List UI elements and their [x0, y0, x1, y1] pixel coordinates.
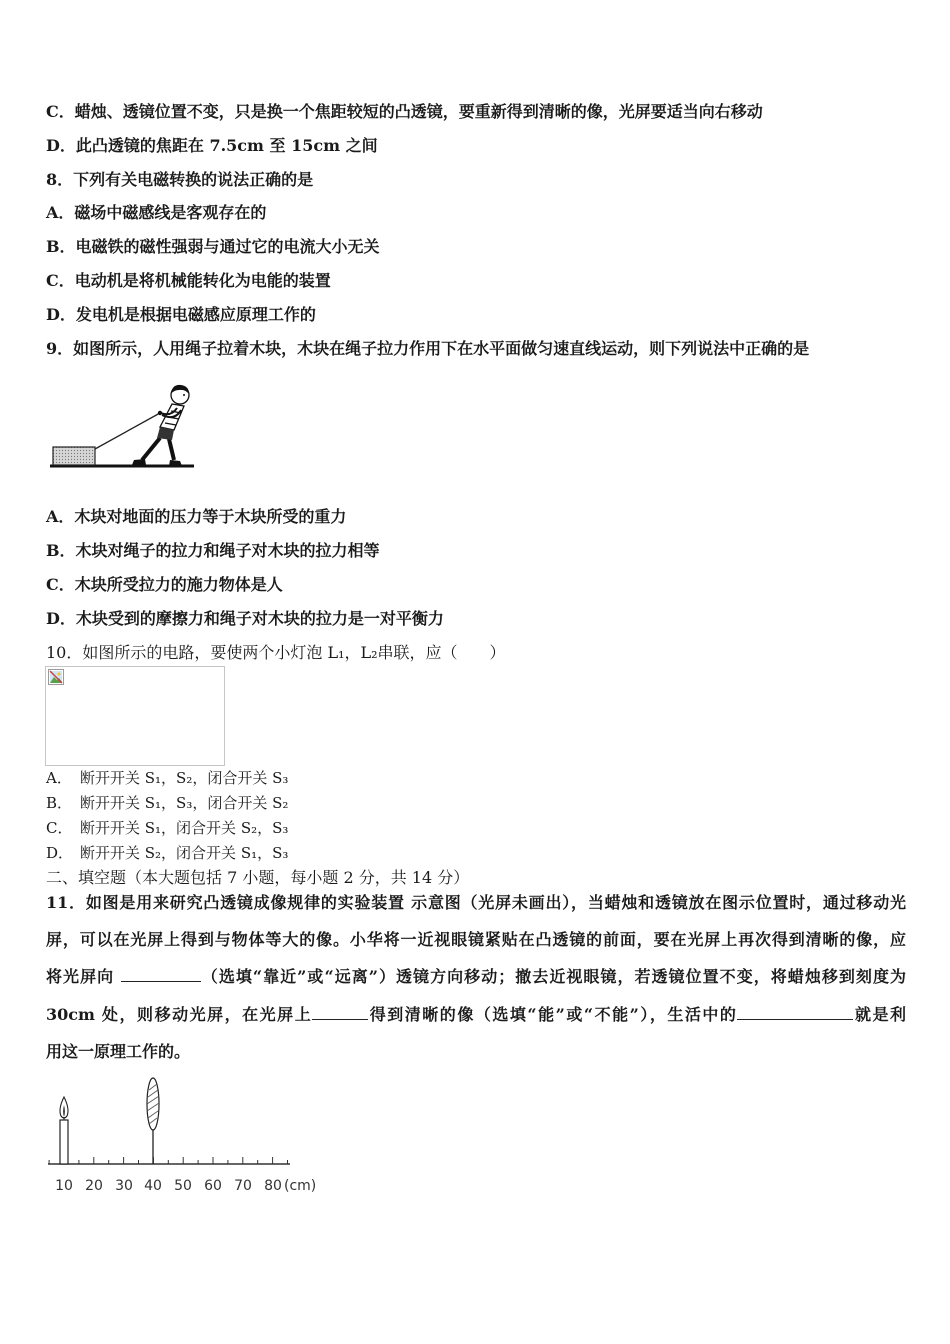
wooden-block: [53, 447, 95, 465]
q10-option-c-label: C．: [46, 819, 73, 837]
q9-option-c: C．木块所受拉力的施力物体是人: [46, 575, 283, 594]
q8-option-c: C．电动机是将机械能转化为电能的装置: [46, 271, 331, 290]
q11-line-4: [46, 1005, 906, 1025]
q10-option-b-text: 断开开关 S₁，S₃，闭合开关 S₂: [80, 794, 289, 812]
q9-stem: 9．如图所示，人用绳子拉着木块，木块在绳子拉力作用下在水平面做匀速直线运动，则下列说法中正确的是: [46, 339, 810, 358]
boy-figure: [132, 385, 189, 466]
q9-option-a: A．木块对地面的压力等于木块所受的重力: [46, 507, 347, 526]
scale-label-10: 10: [55, 1178, 73, 1194]
q9-option-b: B．木块对绳子的拉力和绳子对木块的拉力相等: [46, 541, 380, 560]
answer-blank-3: [737, 1005, 853, 1020]
q10-option-c-text: 断开开关 S₁，闭合开关 S₂，S₃: [80, 819, 289, 837]
q9-option-d: D．木块受到的摩擦力和绳子对木块的拉力是一对平衡力: [46, 609, 444, 628]
q11-figure-optical-bench: [40, 1072, 330, 1172]
scale-label-40: 40: [144, 1178, 162, 1194]
q8-stem: 8．下列有关电磁转换的说法正确的是: [46, 170, 314, 189]
answer-blank-2: [312, 1005, 368, 1020]
scale-label-20: 20: [85, 1178, 103, 1194]
ruler-ticks: [49, 1157, 287, 1164]
q10-option-a-text: 断开开关 S₁，S₂，闭合开关 S₃: [80, 769, 289, 787]
scale-label-70: 70: [234, 1178, 252, 1194]
q11-line-4-part2: 得到清晰的像（选填“能”或“不能”），生活中的: [368, 1005, 738, 1024]
scale-label-80: 80: [264, 1178, 282, 1194]
q10-option-d: [46, 843, 288, 863]
q10-option-c: [46, 818, 288, 838]
q8-option-d: D．发电机是根据电磁感应原理工作的: [46, 305, 316, 324]
q11-line-4-part1: 30cm 处，则移动光屏，在光屏上: [46, 1005, 313, 1024]
q10-option-d-label: D．: [46, 844, 74, 862]
q11-line-1: 11．如图是用来研究凸透镜成像规律的实验装置 示意图（光屏未画出），当蜡烛和透镜放在图示位置时，通过移动光: [46, 893, 906, 912]
q11-line-3-after: （选填“靠近”或“远离”）透镜方向移动；撤去近视眼镜，若透镜位置不变，将蜡烛移到刻度为: [200, 967, 906, 986]
q11-line-4-part3: 就是利: [853, 1005, 906, 1024]
convex-lens: [147, 1078, 159, 1164]
q10-option-b: [46, 793, 288, 813]
q8-option-a: A．磁场中磁感线是客观存在的: [46, 203, 267, 222]
q10-option-b-label: B．: [46, 794, 73, 812]
q7-option-c: C．蜡烛、透镜位置不变，只是换一个焦距较短的凸透镜，要重新得到清晰的像，光屏要适当向右移动: [46, 102, 763, 121]
q11-line-5: 用这一原理工作的。: [46, 1042, 191, 1061]
q11-line-3-before: 将光屏向: [46, 967, 121, 986]
scale-label-50: 50: [174, 1178, 192, 1194]
candle-body: [60, 1120, 68, 1164]
q10-option-a: [46, 768, 288, 788]
section2-heading: 二、填空题（本大题包括 7 小题，每小题 2 分，共 14 分）: [46, 868, 470, 887]
q11-line-2: 屏，可以在光屏上得到与物体等大的像。小华将一近视眼镜紧贴在凸透镜的前面，要在光屏上再次得到清晰的像，应: [46, 930, 906, 949]
q8-option-b: B．电磁铁的磁性强弱与通过它的电流大小无关: [46, 237, 380, 256]
q10-circuit-image-placeholder: [45, 666, 225, 766]
candle: [60, 1097, 68, 1164]
q9-figure-boy-pulling-block: [46, 380, 198, 472]
scale-label-30: 30: [115, 1178, 133, 1194]
scale-label-60: 60: [204, 1178, 222, 1194]
rope: [95, 413, 160, 449]
q11-line-3: [46, 967, 906, 987]
broken-image-icon: [48, 669, 64, 685]
answer-blank-1: [121, 967, 201, 982]
q10-option-a-label: A．: [46, 769, 72, 787]
scale-unit-label: (cm): [284, 1178, 317, 1194]
q10-stem: 10．如图所示的电路，要使两个小灯泡 L₁，L₂串联，应（ ）: [46, 643, 506, 662]
q10-option-d-text: 断开开关 S₂，闭合开关 S₁，S₃: [80, 844, 289, 862]
q7-option-d: D．此凸透镜的焦距在 7.5cm 至 15cm 之间: [46, 136, 378, 155]
